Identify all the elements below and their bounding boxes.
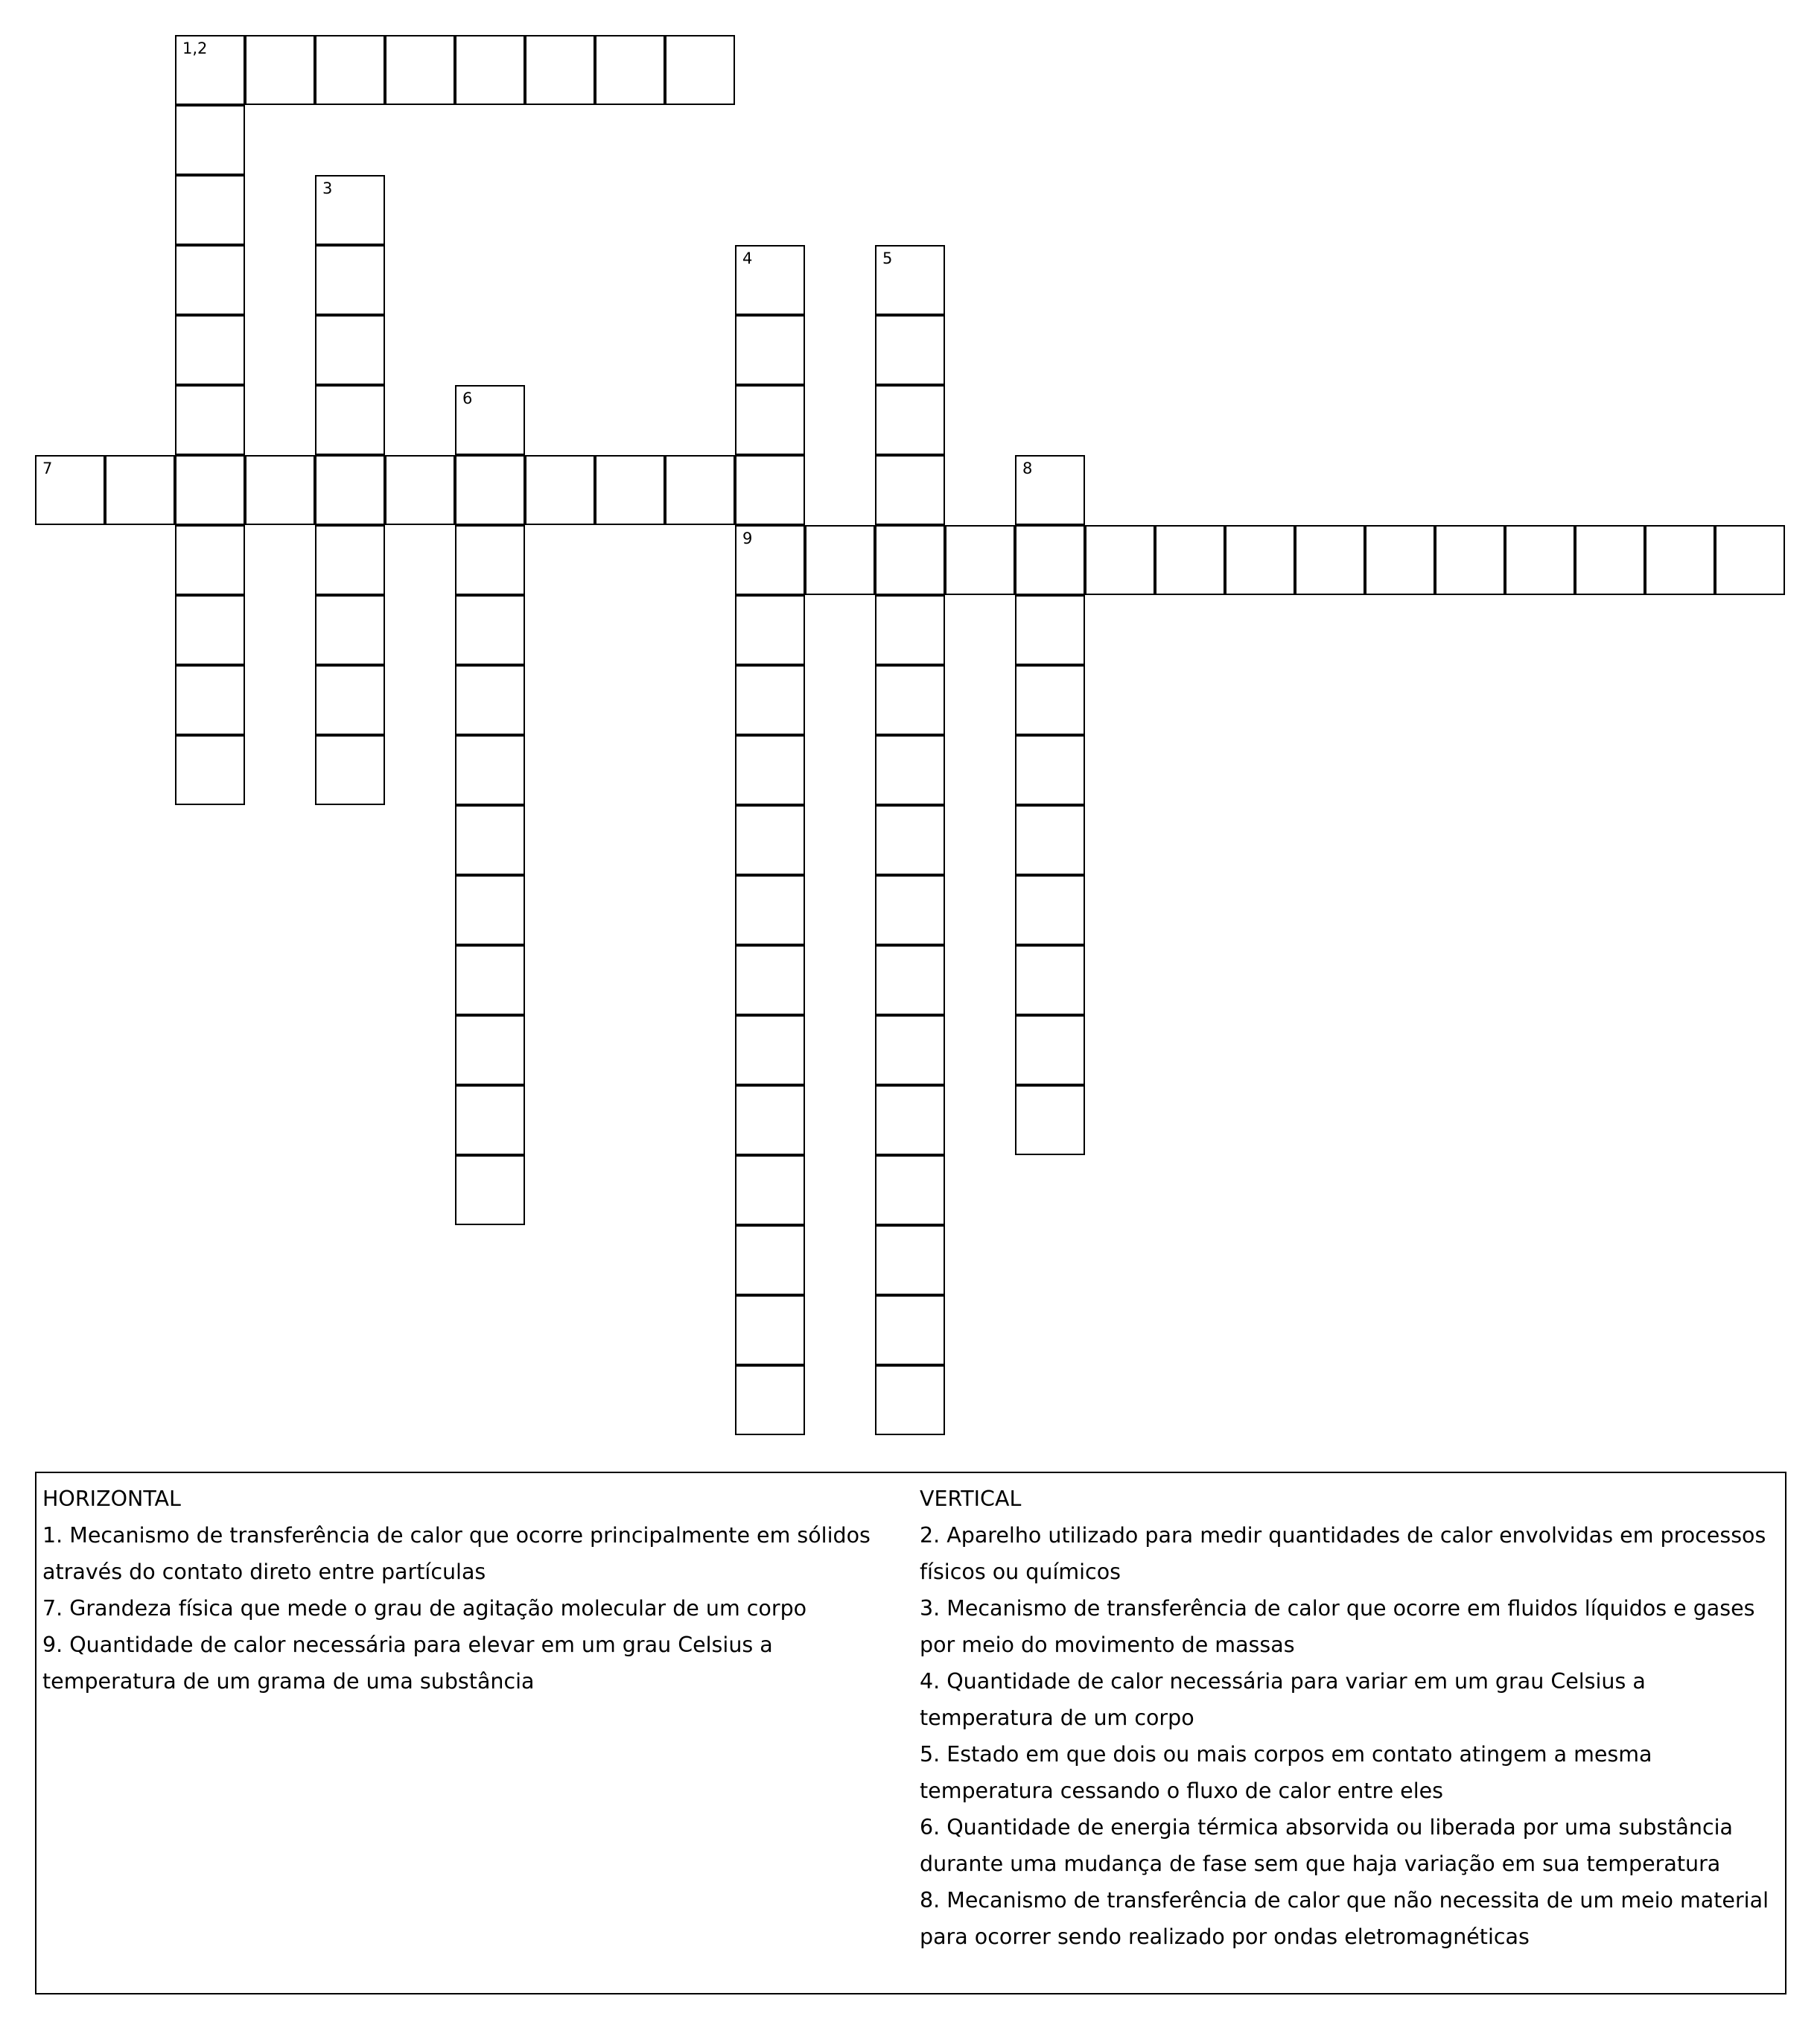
grid-cell[interactable] <box>245 455 315 525</box>
grid-cell[interactable] <box>315 175 385 245</box>
grid-cell[interactable] <box>455 455 525 525</box>
clue-3: 3. Mecanismo de transferência de calor que ocorre em fluidos líquidos e gases por meio do movimento de massas <box>920 1596 1755 1657</box>
grid-cell[interactable] <box>1645 525 1715 595</box>
grid-cell[interactable] <box>455 525 525 595</box>
grid-cell[interactable] <box>385 455 455 525</box>
grid-cell[interactable] <box>875 1225 945 1295</box>
grid-cell[interactable] <box>595 455 665 525</box>
grid-cell[interactable] <box>315 245 385 315</box>
grid-cell[interactable] <box>1575 525 1645 595</box>
grid-cell[interactable] <box>1015 875 1085 945</box>
grid-cell[interactable] <box>875 245 945 315</box>
grid-cell[interactable] <box>735 385 805 455</box>
grid-cell[interactable] <box>1015 455 1085 525</box>
grid-cell[interactable] <box>455 945 525 1015</box>
grid-cell[interactable] <box>315 525 385 595</box>
clues-box <box>35 1472 1786 1994</box>
grid-cell[interactable] <box>1505 525 1575 595</box>
clue-number: 5 <box>882 249 893 267</box>
clue-number: 3 <box>322 179 333 197</box>
grid-cell[interactable] <box>1225 525 1295 595</box>
grid-cell[interactable] <box>315 385 385 455</box>
grid-cell[interactable] <box>315 35 385 105</box>
grid-cell[interactable] <box>175 105 245 175</box>
grid-cell[interactable] <box>315 735 385 805</box>
clue-number: 9 <box>742 530 753 547</box>
grid-cell[interactable] <box>525 455 595 525</box>
grid-cell[interactable] <box>875 1365 945 1435</box>
grid-cell[interactable] <box>805 525 875 595</box>
grid-cell[interactable] <box>735 1365 805 1435</box>
grid-cell[interactable] <box>735 1225 805 1295</box>
grid-cell[interactable] <box>735 1085 805 1155</box>
grid-cell[interactable] <box>175 245 245 315</box>
clue-number: 7 <box>42 460 53 477</box>
grid-cell[interactable] <box>175 385 245 455</box>
grid-cell[interactable] <box>665 35 735 105</box>
grid-cell[interactable] <box>35 455 105 525</box>
grid-cell[interactable] <box>595 35 665 105</box>
grid-cell[interactable] <box>875 735 945 805</box>
clue-number: 6 <box>462 390 473 407</box>
grid-cell[interactable] <box>875 805 945 875</box>
grid-cell[interactable] <box>455 1085 525 1155</box>
clue-6: 6. Quantidade de energia térmica absorvida ou liberada por uma substância durante uma mudança de fase sem que haja variação em sua temperatura <box>920 1815 1734 1876</box>
grid-cell[interactable] <box>945 525 1015 595</box>
grid-cell[interactable] <box>1015 1015 1085 1085</box>
grid-cell[interactable] <box>735 665 805 735</box>
grid-cell[interactable] <box>1365 525 1435 595</box>
grid-cell[interactable] <box>875 315 945 385</box>
clue-4: 4. Quantidade de calor necessária para variar em um grau Celsius a temperatura de um corpo <box>920 1669 1646 1730</box>
grid-cell[interactable] <box>875 875 945 945</box>
grid-cell[interactable] <box>735 945 805 1015</box>
grid-cell[interactable] <box>455 35 525 105</box>
vertical-clues <box>920 1481 1776 1955</box>
grid-cell[interactable] <box>455 735 525 805</box>
grid-cell[interactable] <box>1155 525 1225 595</box>
clue-8: 8. Mecanismo de transferência de calor que não necessita de um meio material para ocorrer sendo realizado por ondas eletromagnéticas <box>920 1888 1769 1949</box>
grid-cell[interactable] <box>665 455 735 525</box>
grid-cell[interactable] <box>735 1295 805 1365</box>
grid-cell[interactable] <box>1015 735 1085 805</box>
grid-cell[interactable] <box>315 315 385 385</box>
grid-cell[interactable] <box>875 1085 945 1155</box>
clue-9: 9. Quantidade de calor necessária para elevar em um grau Celsius a temperatura de um grama de uma substância <box>42 1633 773 1694</box>
grid-cell[interactable] <box>315 455 385 525</box>
grid-cell[interactable] <box>455 1015 525 1085</box>
grid-cell[interactable] <box>875 945 945 1015</box>
grid-cell[interactable] <box>105 455 175 525</box>
grid-cell[interactable] <box>735 315 805 385</box>
grid-cell[interactable] <box>1015 525 1085 595</box>
grid-cell[interactable] <box>455 595 525 665</box>
grid-cell[interactable] <box>1295 525 1365 595</box>
grid-cell[interactable] <box>455 385 525 455</box>
grid-cell[interactable] <box>735 525 805 595</box>
grid-cell[interactable] <box>1015 595 1085 665</box>
clue-number: 8 <box>1022 460 1033 477</box>
grid-cell[interactable] <box>875 1155 945 1225</box>
grid-cell[interactable] <box>385 35 455 105</box>
grid-cell[interactable] <box>1015 1085 1085 1155</box>
clue-number: 1,2 <box>182 39 208 57</box>
grid-cell[interactable] <box>735 455 805 525</box>
grid-cell[interactable] <box>175 735 245 805</box>
grid-cell[interactable] <box>175 35 245 105</box>
clue-number: 4 <box>742 249 753 267</box>
grid-cell[interactable] <box>875 455 945 525</box>
grid-cell[interactable] <box>315 595 385 665</box>
grid-cell[interactable] <box>735 875 805 945</box>
grid-cell[interactable] <box>175 175 245 245</box>
grid-cell[interactable] <box>735 1155 805 1225</box>
grid-cell[interactable] <box>1085 525 1155 595</box>
grid-cell[interactable] <box>875 1015 945 1085</box>
grid-cell[interactable] <box>175 595 245 665</box>
grid-cell[interactable] <box>525 35 595 105</box>
grid-cell[interactable] <box>175 315 245 385</box>
grid-cell[interactable] <box>315 665 385 735</box>
grid-cell[interactable] <box>175 455 245 525</box>
grid-cell[interactable] <box>875 525 945 595</box>
grid-cell[interactable] <box>735 595 805 665</box>
grid-cell[interactable] <box>175 525 245 595</box>
horizontal-heading: HORIZONTAL <box>42 1487 181 1511</box>
grid-cell[interactable] <box>875 595 945 665</box>
grid-cell[interactable] <box>1015 805 1085 875</box>
grid-cell[interactable] <box>1435 525 1505 595</box>
horizontal-clues <box>42 1481 899 1700</box>
grid-cell[interactable] <box>875 385 945 455</box>
grid-cell[interactable] <box>455 1155 525 1225</box>
grid-cell[interactable] <box>735 735 805 805</box>
grid-cell[interactable] <box>735 245 805 315</box>
grid-cell[interactable] <box>175 665 245 735</box>
clue-1: 1. Mecanismo de transferência de calor que ocorre principalmente em sólidos através do contato direto entre partículas <box>42 1523 871 1584</box>
grid-cell[interactable] <box>455 805 525 875</box>
clue-5: 5. Estado em que dois ou mais corpos em contato atingem a mesma temperatura cessando o fluxo de calor entre eles <box>920 1742 1652 1803</box>
grid-cell[interactable] <box>245 35 315 105</box>
grid-cell[interactable] <box>455 875 525 945</box>
grid-cell[interactable] <box>735 1015 805 1085</box>
clue-7: 7. Grandeza física que mede o grau de agitação molecular de um corpo <box>42 1596 807 1621</box>
grid-cell[interactable] <box>455 665 525 735</box>
grid-cell[interactable] <box>875 665 945 735</box>
vertical-heading: VERTICAL <box>920 1487 1022 1511</box>
grid-cell[interactable] <box>1015 945 1085 1015</box>
grid-cell[interactable] <box>875 1295 945 1365</box>
grid-cell[interactable] <box>735 805 805 875</box>
clue-2: 2. Aparelho utilizado para medir quantidades de calor envolvidas em processos físicos ou químicos <box>920 1523 1766 1584</box>
grid-cell[interactable] <box>1715 525 1785 595</box>
grid-cell[interactable] <box>1015 665 1085 735</box>
